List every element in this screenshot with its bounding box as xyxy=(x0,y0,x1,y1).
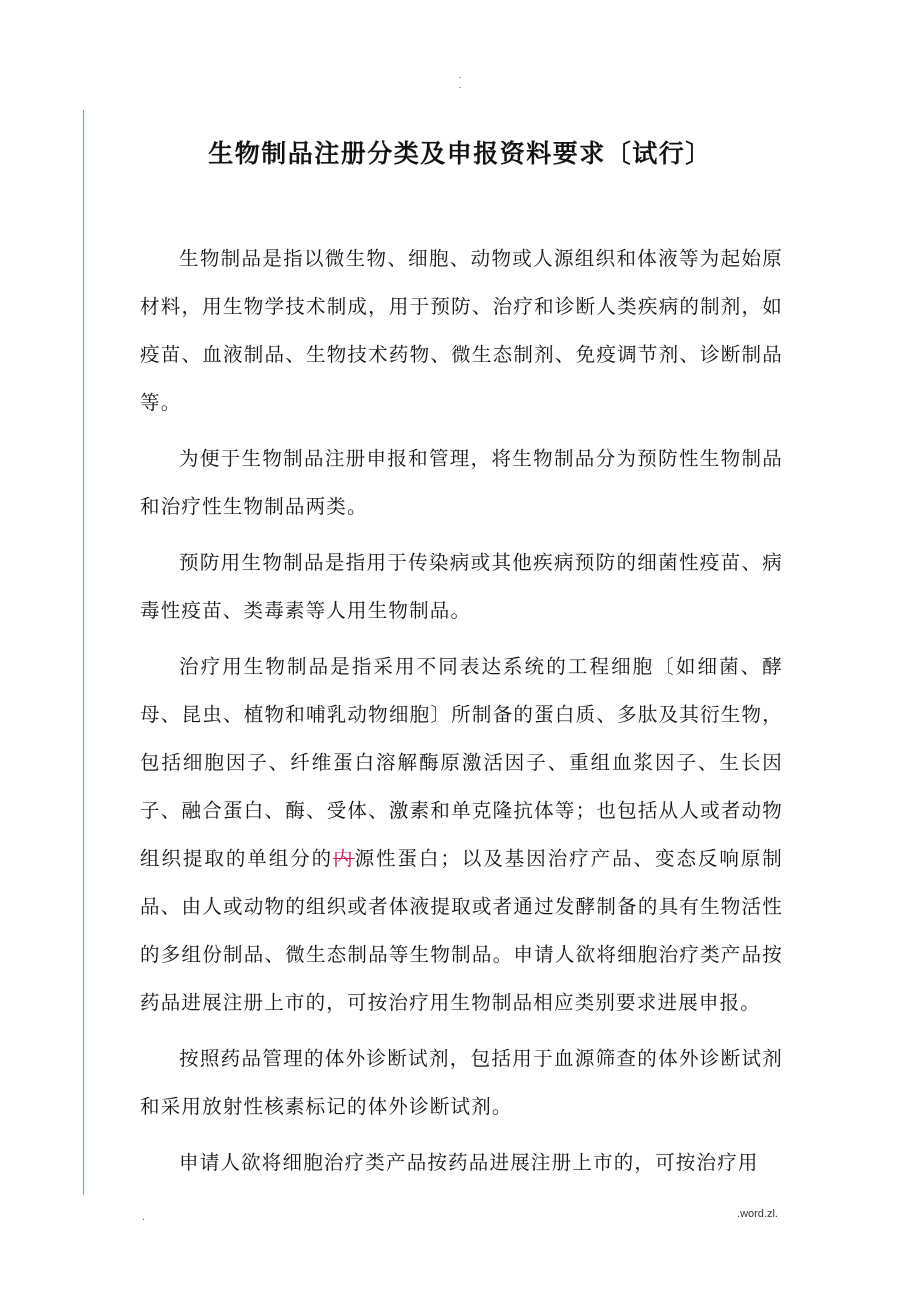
paragraph-4-part-1: 治疗用生物制品是指采用不同表达系统的工程细胞〔如细菌、酵母、昆虫、植物和哺乳动物细胞〕所制备的蛋白质、多肽及其衍生物，包括细胞因子、纤维蛋白溶解酶原激活因子、重组血浆因子、生长因子、融合蛋白、酶、受体、激素和单克隆抗体等；也包括从人或者动物组织提取的单组分的 xyxy=(140,655,783,870)
header-dot-2: . xyxy=(458,80,462,90)
paragraph-3: 预防用生物制品是指用于传染病或其他疾病预防的细菌性疫苗、病毒性疫苗、类毒素等人用生物制品。 xyxy=(140,551,783,622)
paragraph-2: 为便于生物制品注册申报和管理，将生物制品分为预防性生物制品和治疗性生物制品两类。 xyxy=(140,447,783,518)
page-title: 生物制品注册分类及申报资料要求〔试行〕 xyxy=(208,139,712,168)
paragraph-4 xyxy=(140,643,783,1027)
footer-left-mark: . xyxy=(142,1212,145,1223)
paragraph-5: 按照药品管理的体外诊断试剂，包括用于血源筛查的体外诊断试剂和采用放射性核素标记的体外诊断试剂。 xyxy=(140,1047,783,1118)
struck-text: 内 xyxy=(333,847,355,870)
header-dot-1: . xyxy=(458,70,462,80)
paragraph-1: 生物制品是指以微生物、细胞、动物或人源组织和体液等为起始原材料，用生物学技术制成，用于预防、治疗和诊断人类疾病的制剂，如疫苗、血液制品、生物技术药物、微生态制剂、免疫调节剂、诊断制品等。 xyxy=(140,247,783,414)
footer-watermark: .word.zl. xyxy=(737,1208,778,1220)
paragraph-6: 申请人欲将细胞治疗类产品按药品进展注册上市的，可按治疗用 xyxy=(179,1151,759,1174)
margin-line xyxy=(83,110,84,1195)
header-mark xyxy=(440,70,480,90)
document-body xyxy=(140,235,783,1195)
paragraph-4-part-2: 源性蛋白；以及基因治疗产品、变态反响原制品、由人或动物的组织或者体液提取或者通过发酵制备的具有生物活性的多组份制品、微生态制品等生物制品。申请人欲将细胞治疗类产品按药品进展注册上市的，可按治疗用生物制品相应类别要求进展申报。 xyxy=(140,847,783,1014)
